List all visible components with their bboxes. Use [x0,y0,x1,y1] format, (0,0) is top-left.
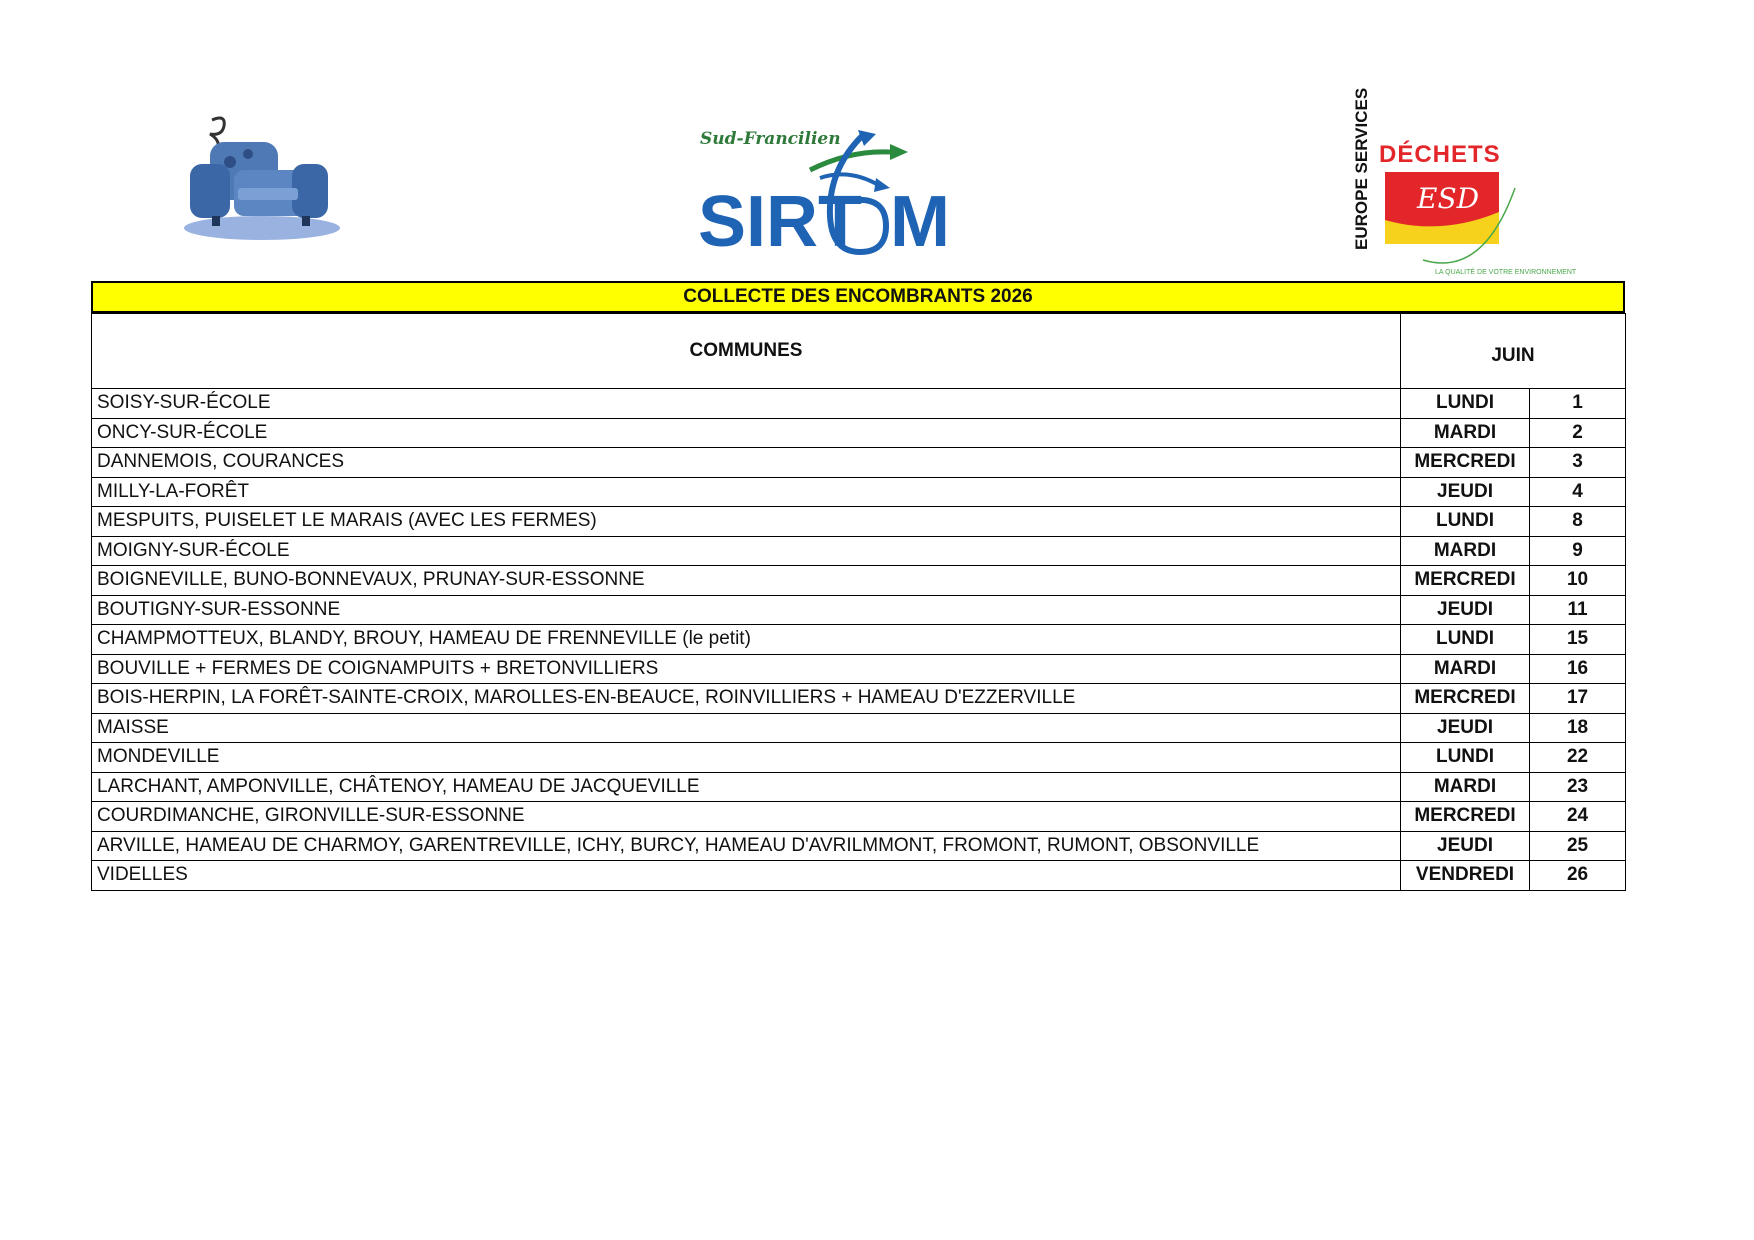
table-header-row [92,314,1626,389]
commune-cell: DANNEMOIS, COURANCES [92,448,1401,478]
commune-cell: LARCHANT, AMPONVILLE, CHÂTENOY, HAMEAU DE JACQUEVILLE [92,772,1401,802]
commune-cell: BOUTIGNY-SUR-ESSONNE [92,595,1401,625]
date-cell: 2 [1530,418,1626,448]
table-row [92,684,1626,714]
schedule-rows [92,389,1626,891]
day-cell: MERCREDI [1401,802,1530,832]
schedule-title: COLLECTE DES ENCOMBRANTS 2026 [91,281,1625,313]
date-cell: 9 [1530,536,1626,566]
day-cell: MERCREDI [1401,566,1530,596]
day-cell: LUNDI [1401,743,1530,773]
table-row [92,625,1626,655]
day-cell: MARDI [1401,772,1530,802]
date-cell: 3 [1530,448,1626,478]
day-cell: JEUDI [1401,713,1530,743]
commune-cell: MONDEVILLE [92,743,1401,773]
date-cell: 24 [1530,802,1626,832]
esd-name: DÉCHETS [1379,141,1501,168]
day-cell: JEUDI [1401,595,1530,625]
schedule-table [91,313,1626,891]
date-cell: 10 [1530,566,1626,596]
commune-cell: MAISSE [92,713,1401,743]
commune-cell: BOIGNEVILLE, BUNO-BONNEVAUX, PRUNAY-SUR-ESSONNE [92,566,1401,596]
table-row [92,536,1626,566]
day-cell: VENDREDI [1401,861,1530,891]
sirtom-name-left: SIRT [698,182,863,262]
day-cell: LUNDI [1401,507,1530,537]
day-cell: LUNDI [1401,625,1530,655]
header-communes: COMMUNES [92,314,1401,389]
date-cell: 8 [1530,507,1626,537]
table-row [92,713,1626,743]
day-cell: LUNDI [1401,389,1530,419]
day-cell: MARDI [1401,654,1530,684]
table-row [92,477,1626,507]
day-cell: MARDI [1401,536,1530,566]
date-cell: 1 [1530,389,1626,419]
table-row [92,772,1626,802]
table-row [92,654,1626,684]
date-cell: 15 [1530,625,1626,655]
day-cell: MERCREDI [1401,448,1530,478]
day-cell: MERCREDI [1401,684,1530,714]
date-cell: 23 [1530,772,1626,802]
date-cell: 16 [1530,654,1626,684]
sirtom-logo [690,128,990,273]
header-month: JUIN [1401,314,1626,389]
commune-cell: CHAMPMOTTEUX, BLANDY, BROUY, HAMEAU DE FRENNEVILLE (le petit) [92,625,1401,655]
commune-cell: VIDELLES [92,861,1401,891]
table-row [92,595,1626,625]
esd-ring-text: LA QUALITÉ DE VOTRE ENVIRONNEMENT [1435,269,1577,276]
date-cell: 26 [1530,861,1626,891]
table-row [92,802,1626,832]
commune-cell: ARVILLE, HAMEAU DE CHARMOY, GARENTREVILLE, ICHY, BURCY, HAMEAU D'AVRILMMONT, FROMONT, RUMONT, OBSONVILLE [92,831,1401,861]
table-row [92,743,1626,773]
day-cell: MARDI [1401,418,1530,448]
commune-cell: SOISY-SUR-ÉCOLE [92,389,1401,419]
date-cell: 22 [1530,743,1626,773]
table-row [92,831,1626,861]
sirtom-name-right: M [890,182,950,262]
schedule-sheet [91,281,1625,891]
commune-cell: MOIGNY-SUR-ÉCOLE [92,536,1401,566]
table-row [92,861,1626,891]
date-cell: 17 [1530,684,1626,714]
date-cell: 18 [1530,713,1626,743]
table-row [92,418,1626,448]
commune-cell: MESPUITS, PUISELET LE MARAIS (AVEC LES FERMES) [92,507,1401,537]
date-cell: 4 [1530,477,1626,507]
table-row [92,448,1626,478]
date-cell: 25 [1530,831,1626,861]
commune-cell: BOUVILLE + FERMES DE COIGNAMPUITS + BRETONVILLIERS [92,654,1401,684]
esd-logo [1345,87,1577,283]
esd-side-text: EUROPE SERVICES [1352,87,1371,250]
commune-cell: COURDIMANCHE, GIRONVILLE-SUR-ESSONNE [92,802,1401,832]
table-row [92,389,1626,419]
armchair-icon [172,112,352,244]
table-row [92,507,1626,537]
day-cell: JEUDI [1401,477,1530,507]
esd-monogram: ESD [1417,182,1480,215]
date-cell: 11 [1530,595,1626,625]
table-row [92,566,1626,596]
day-cell: JEUDI [1401,831,1530,861]
commune-cell: MILLY-LA-FORÊT [92,477,1401,507]
commune-cell: ONCY-SUR-ÉCOLE [92,418,1401,448]
sirtom-tagline: Sud-Francilien [700,129,841,149]
commune-cell: BOIS-HERPIN, LA FORÊT-SAINTE-CROIX, MAROLLES-EN-BEAUCE, ROINVILLIERS + HAMEAU D'EZZERVILLE [92,684,1401,714]
